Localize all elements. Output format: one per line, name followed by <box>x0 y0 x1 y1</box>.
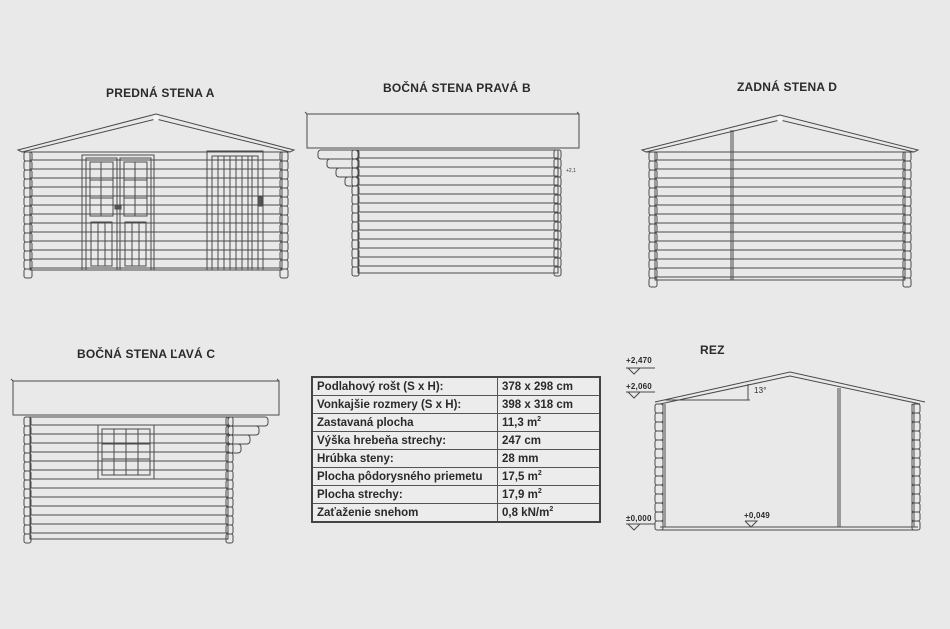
level-floor: +0,049 <box>744 511 770 520</box>
level-ground: ±0,000 <box>626 514 652 523</box>
section-log <box>912 422 920 431</box>
section-log <box>912 485 920 494</box>
spec-label: Hrúbka steny: <box>312 450 498 468</box>
purlin-end <box>336 168 358 177</box>
section-log <box>912 413 920 422</box>
section-log <box>655 422 663 431</box>
spec-value: 247 cm <box>498 432 601 450</box>
level-eave: +2,060 <box>626 382 652 391</box>
spec-label: Plocha strechy: <box>312 486 498 504</box>
section-log <box>655 467 663 476</box>
right-wall-title: BOČNÁ STENA PRAVÁ B <box>383 81 531 95</box>
spec-value: 17,5 $m^2$ <box>498 468 601 486</box>
section-log <box>912 449 920 458</box>
level-ridge: +2,470 <box>626 356 652 365</box>
section-title: REZ <box>700 343 725 357</box>
spec-row <box>312 396 600 414</box>
spec-label: Vonkajšie rozmery (S x H): <box>312 396 498 414</box>
roof-angle-label: 13° <box>754 386 767 395</box>
section-log <box>912 521 920 530</box>
spec-label: Výška hrebeňa strechy: <box>312 432 498 450</box>
section-log <box>655 440 663 449</box>
section-log <box>655 485 663 494</box>
svg-text:+2,1: +2,1 <box>566 168 576 174</box>
spec-label: Zaťaženie snehom <box>312 504 498 523</box>
spec-label: Plocha pôdorysného priemetu <box>312 468 498 486</box>
spec-label: Zastavaná plocha <box>312 414 498 432</box>
section-log <box>655 449 663 458</box>
section-log <box>912 431 920 440</box>
section-log <box>912 512 920 521</box>
back-wall-title: ZADNÁ STENA D <box>737 80 838 94</box>
spec-value: 28 mm <box>498 450 601 468</box>
spec-row <box>312 504 600 523</box>
spec-value: 11,3 $m^2$ <box>498 414 601 432</box>
section-log <box>655 503 663 512</box>
purlin-end <box>228 435 250 444</box>
section-log <box>655 476 663 485</box>
section-log <box>912 404 920 413</box>
purlin-end <box>327 159 358 168</box>
section-log <box>655 404 663 413</box>
spec-row <box>312 468 600 486</box>
spec-value: 378 x 298 cm <box>498 377 601 396</box>
spec-value: 0,8 $kN/m^2$ <box>498 504 601 523</box>
section-log <box>912 503 920 512</box>
section-log <box>655 521 663 530</box>
section-log <box>655 512 663 521</box>
section-log <box>912 440 920 449</box>
purlin-end <box>228 444 241 453</box>
spec-table <box>311 376 601 523</box>
spec-row <box>312 377 600 396</box>
spec-value: 17,9 $m^2$ <box>498 486 601 504</box>
section-log <box>655 458 663 467</box>
log-end <box>903 278 911 287</box>
log-end <box>649 278 657 287</box>
spec-row <box>312 432 600 450</box>
purlin-end <box>228 417 268 426</box>
section-log <box>655 413 663 422</box>
section-log <box>912 458 920 467</box>
spec-value: 398 x 318 cm <box>498 396 601 414</box>
section-log <box>912 476 920 485</box>
spec-label: Podlahový rošt (S x H): <box>312 377 498 396</box>
section-log <box>912 494 920 503</box>
left-wall-title: BOČNÁ STENA ĽAVÁ C <box>77 347 216 361</box>
section-log <box>655 494 663 503</box>
section-log <box>655 431 663 440</box>
spec-row <box>312 414 600 432</box>
section-log <box>912 467 920 476</box>
spec-row <box>312 450 600 468</box>
spec-row <box>312 486 600 504</box>
front-wall-title: PREDNÁ STENA A <box>106 86 215 100</box>
